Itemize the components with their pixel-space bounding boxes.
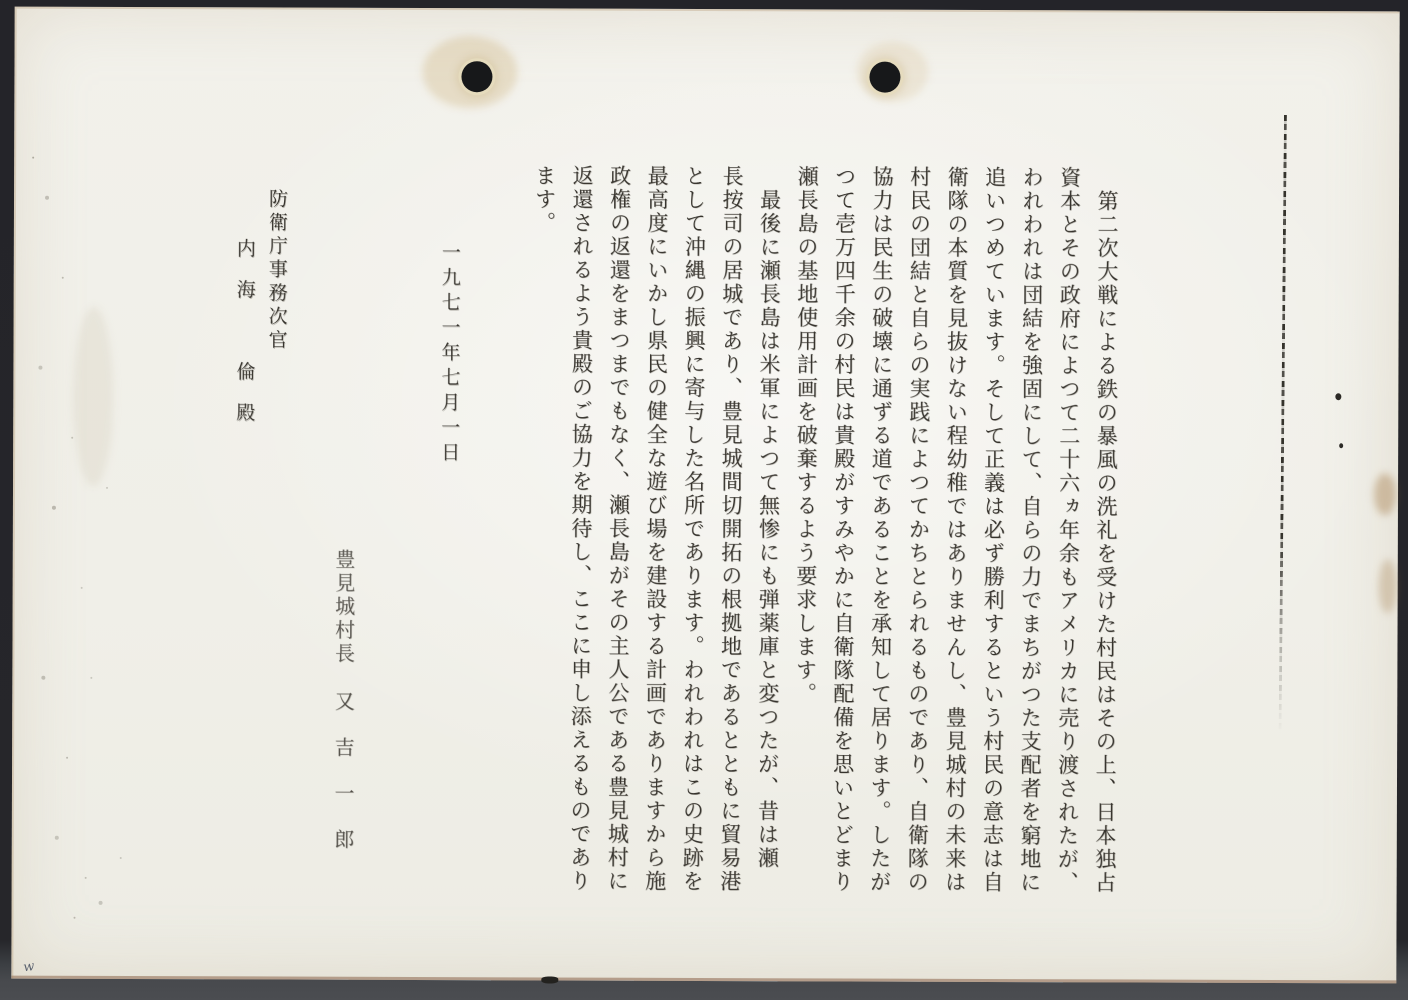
text-column: 第二次大戦による鉄の暴風の洗礼を受けた村民はその上、日本独占 (1092, 166, 1120, 895)
sender-name: 又吉一郎 (330, 690, 356, 875)
text-column: 最後に瀬長島は米軍によつて無惨にも弾薬庫と変つたが、昔は瀬 (755, 165, 782, 871)
punch-hole-right (869, 62, 900, 93)
text-column: として沖縄の振興に寄与した名所であります。われわれはこの史跡を (680, 164, 707, 894)
fold-crease-line (1279, 115, 1287, 733)
text-column: 瀬長島の基地使用計画を破棄するよう要求します。 (793, 165, 820, 706)
text-column: われわれは団結を強固にして、自らの力でまちがつた支配者を窮地に (1017, 166, 1045, 895)
text-column: 返還されるよう貴殿のご協力を期待し、ここに申し添えるものであり (567, 164, 595, 894)
text-column: 最高度にいかし県民の健全な遊び場を建設する計画でありますから施 (642, 164, 670, 894)
text-column: 追いつめています。そして正義は必ず勝利するという村民の意志は自 (980, 165, 1007, 895)
text-column: つて壱万四千余の村民は貴殿がすみやかに自衛隊配備を思いとどまり (830, 165, 857, 895)
corner-scribble: w (22, 958, 36, 976)
text-column: 村民の団結と自らの実践によつてかちとられるものであり、自衛隊の (905, 165, 932, 895)
recipient-title: 防衛庁事務次官 (265, 188, 289, 354)
bleed-through-noise (32, 157, 34, 159)
text-column: ます。 (532, 164, 557, 235)
text-column: 協力は民生の破壊に通ずる道であることを承知して居ります。したが (867, 165, 895, 895)
body-text (531, 164, 1120, 941)
text-column: 衛隊の本質を見抜けない程幼稚ではありませんし、豊見城村の未来は (942, 165, 970, 895)
recipient-name: 内海 倫殿 (233, 238, 256, 444)
scanned-page (11, 7, 1399, 984)
date-line: 一九七一年七月一日 (438, 242, 461, 468)
text-column: 政権の返還をまつまでもなく、瀬長島がその主人公である豊見城村に (605, 164, 632, 894)
edge-blemish (541, 976, 558, 983)
text-column: 資本とその政府によつて二十六ヵ年余もアメリカに売り渡されたが、 (1055, 166, 1082, 895)
punch-hole-left (461, 61, 492, 92)
ink-speck (1335, 393, 1341, 400)
ink-speck (1339, 443, 1343, 448)
paper-stain (73, 307, 114, 487)
paper-edge-stain (1374, 473, 1396, 515)
sender-block (332, 549, 354, 875)
paper-edge-stain (1379, 559, 1397, 613)
text-column: 長按司の居城であり、豊見城間切開拓の根拠地であるとともに貿易港 (717, 165, 745, 894)
sender-title: 豊見城村長 (331, 548, 356, 667)
